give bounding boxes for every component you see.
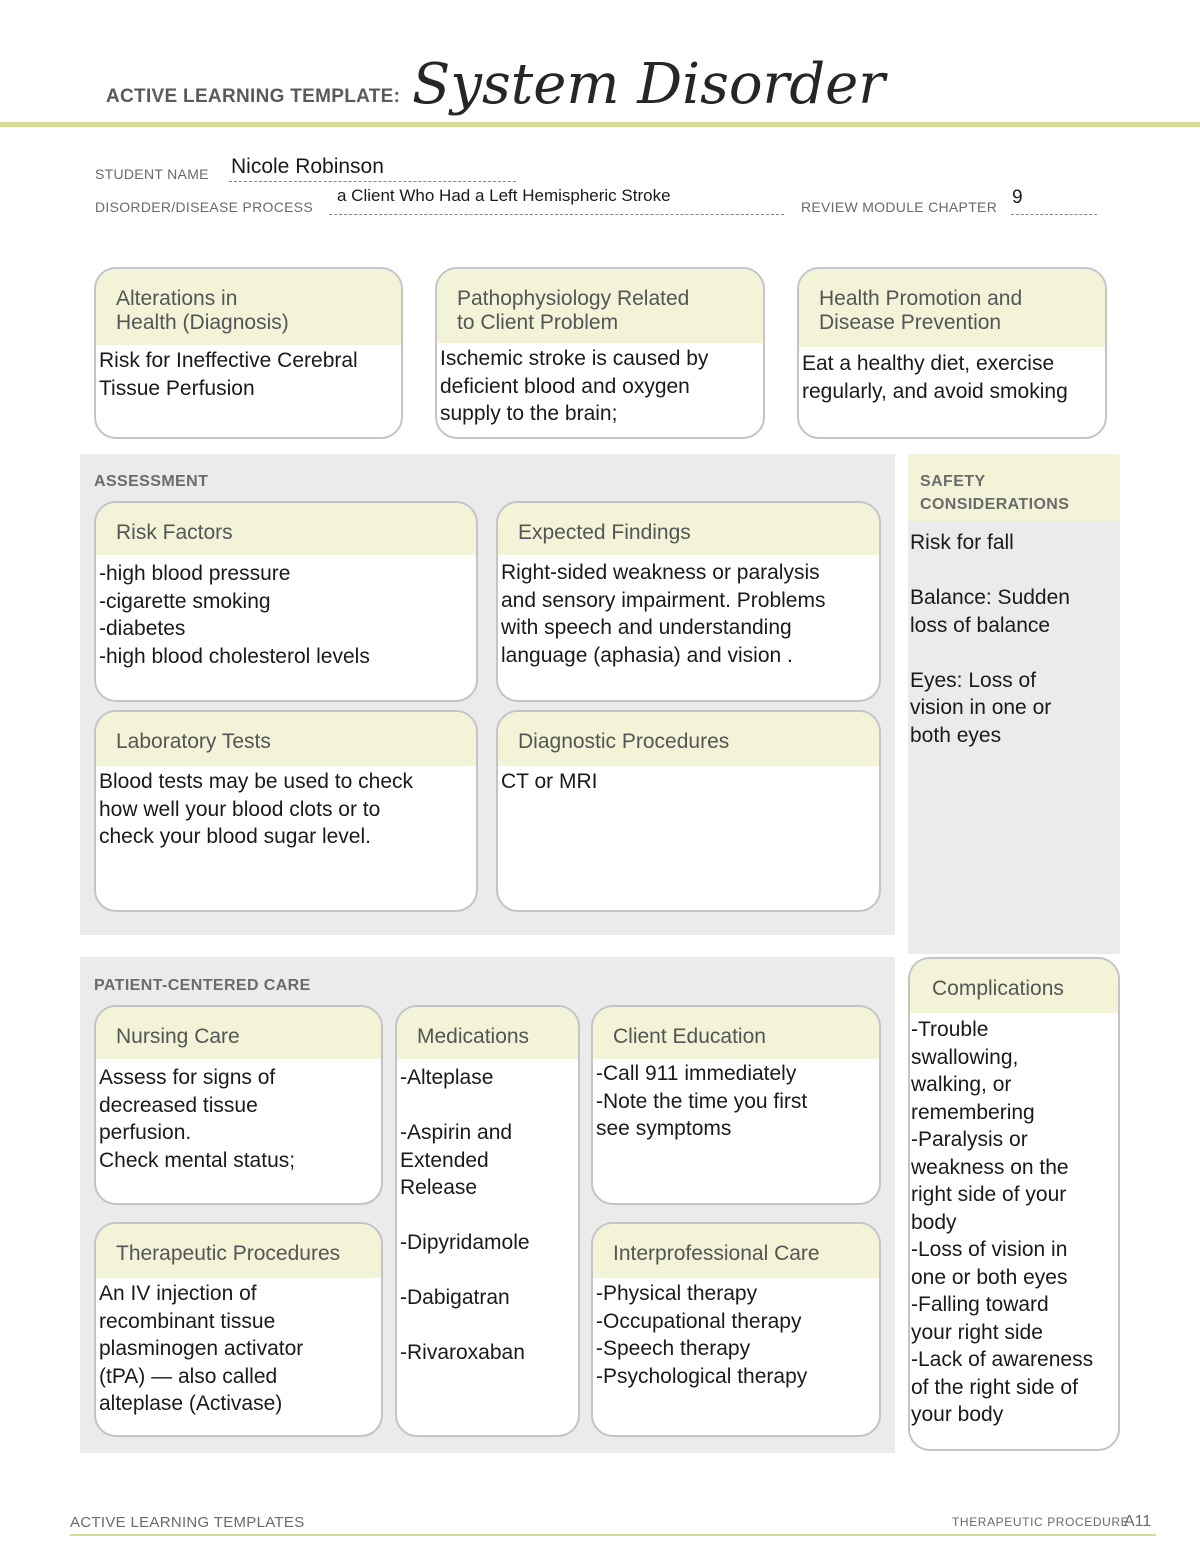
client-education-content[interactable]: -Call 911 immediately -Note the time you first see symptoms — [596, 1062, 808, 1140]
footer-rule — [70, 1534, 1156, 1536]
pathophysiology-content[interactable]: Ischemic stroke is caused by deficient blood and oxygen supply to the brain; — [440, 347, 709, 425]
complications-box — [908, 957, 1120, 1451]
disorder-line — [329, 214, 784, 215]
footer-left: ACTIVE LEARNING TEMPLATES — [70, 1514, 305, 1531]
footer-right: THERAPEUTIC PROCEDURE — [952, 1515, 1130, 1529]
safety-content[interactable]: Risk for fall Balance: Sudden loss of balance Eyes: Loss of vision in one or both eyes — [910, 531, 1070, 747]
template-title: System Disorder — [412, 52, 886, 117]
health-promotion-content[interactable]: Eat a healthy diet, exercise regularly, and avoid smoking — [802, 352, 1068, 403]
footer-page-number: A11 — [1124, 1513, 1152, 1530]
student-name-label: STUDENT NAME — [95, 166, 209, 182]
interprofessional-care-content[interactable]: -Physical therapy -Occupational therapy -Speech therapy -Psychological therapy — [596, 1282, 808, 1388]
risk-factors-box — [94, 501, 478, 702]
diagnostic-procedures-content[interactable]: CT or MRI — [501, 770, 598, 793]
laboratory-tests-box — [94, 710, 478, 912]
nursing-care-title: Nursing Care — [96, 1007, 381, 1059]
health-promotion-box — [797, 267, 1107, 439]
header-rule — [0, 122, 1200, 127]
diagnostic-procedures-box — [496, 710, 881, 912]
chapter-field[interactable]: 9 — [1012, 187, 1023, 208]
health-promotion-title: Health Promotion and Disease Prevention — [799, 269, 1105, 347]
alterations-title: Alterations in Health (Diagnosis) — [96, 269, 401, 345]
student-name-field[interactable]: Nicole Robinson — [231, 155, 384, 178]
assessment-label: ASSESSMENT — [94, 473, 209, 490]
expected-findings-box — [496, 501, 881, 702]
alterations-box — [94, 267, 403, 439]
pathophysiology-title: Pathophysiology Related to Client Problem — [437, 269, 763, 343]
client-education-title: Client Education — [593, 1007, 879, 1059]
pathophysiology-box — [435, 267, 765, 439]
nursing-care-box — [94, 1005, 383, 1205]
chapter-label: REVIEW MODULE CHAPTER — [801, 199, 998, 215]
disorder-field[interactable]: a Client Who Had a Left Hemispheric Stroke — [337, 186, 671, 205]
chapter-line — [1011, 214, 1097, 215]
therapeutic-procedures-content[interactable]: An IV injection of recombinant tissue plasminogen activator (tPA) — also called alteplase (Activase) — [99, 1282, 304, 1415]
safety-panel — [908, 454, 1120, 954]
client-education-box — [591, 1005, 881, 1205]
student-name-line — [229, 181, 516, 182]
complications-content[interactable]: -Trouble swallowing, walking, or remembering -Paralysis or weakness on the right side of your body -Loss of vision in one or both eyes -Falling toward your right side -Lack of awareness of the right side of your body — [911, 1018, 1094, 1426]
therapeutic-procedures-title: Therapeutic Procedures — [96, 1224, 381, 1278]
risk-factors-content[interactable]: -high blood pressure -cigarette smoking -diabetes -high blood cholesterol levels — [99, 562, 370, 668]
diagnostic-procedures-title: Diagnostic Procedures — [498, 712, 879, 766]
laboratory-tests-title: Laboratory Tests — [96, 712, 476, 766]
safety-title: SAFETY CONSIDERATIONS — [908, 454, 1120, 521]
therapeutic-procedures-box — [94, 1222, 383, 1437]
interprofessional-care-title: Interprofessional Care — [593, 1224, 879, 1278]
interprofessional-care-box — [591, 1222, 881, 1437]
nursing-care-content[interactable]: Assess for signs of decreased tissue perfusion. Check mental status; — [99, 1066, 296, 1172]
expected-findings-title: Expected Findings — [498, 503, 879, 555]
medications-content[interactable]: -Alteplase -Aspirin and Extended Release -Dipyridamole -Dabigatran -Rivaroxaban — [400, 1066, 530, 1364]
expected-findings-content[interactable]: Right-sided weakness or paralysis and sensory impairment. Problems with speech and understanding language (aphasia) and vision . — [501, 561, 826, 667]
patient-care-label: PATIENT-CENTERED CARE — [94, 977, 311, 994]
disorder-label: DISORDER/DISEASE PROCESS — [95, 199, 314, 215]
medications-box — [395, 1005, 580, 1437]
template-label: ACTIVE LEARNING TEMPLATE: — [106, 86, 401, 107]
complications-title: Complications — [910, 959, 1118, 1013]
laboratory-tests-content[interactable]: Blood tests may be used to check how well your blood clots or to check your blood sugar level. — [99, 770, 414, 848]
medications-title: Medications — [397, 1007, 578, 1059]
risk-factors-title: Risk Factors — [96, 503, 476, 555]
alterations-content[interactable]: Risk for Ineffective Cerebral Tissue Perfusion — [99, 349, 358, 400]
